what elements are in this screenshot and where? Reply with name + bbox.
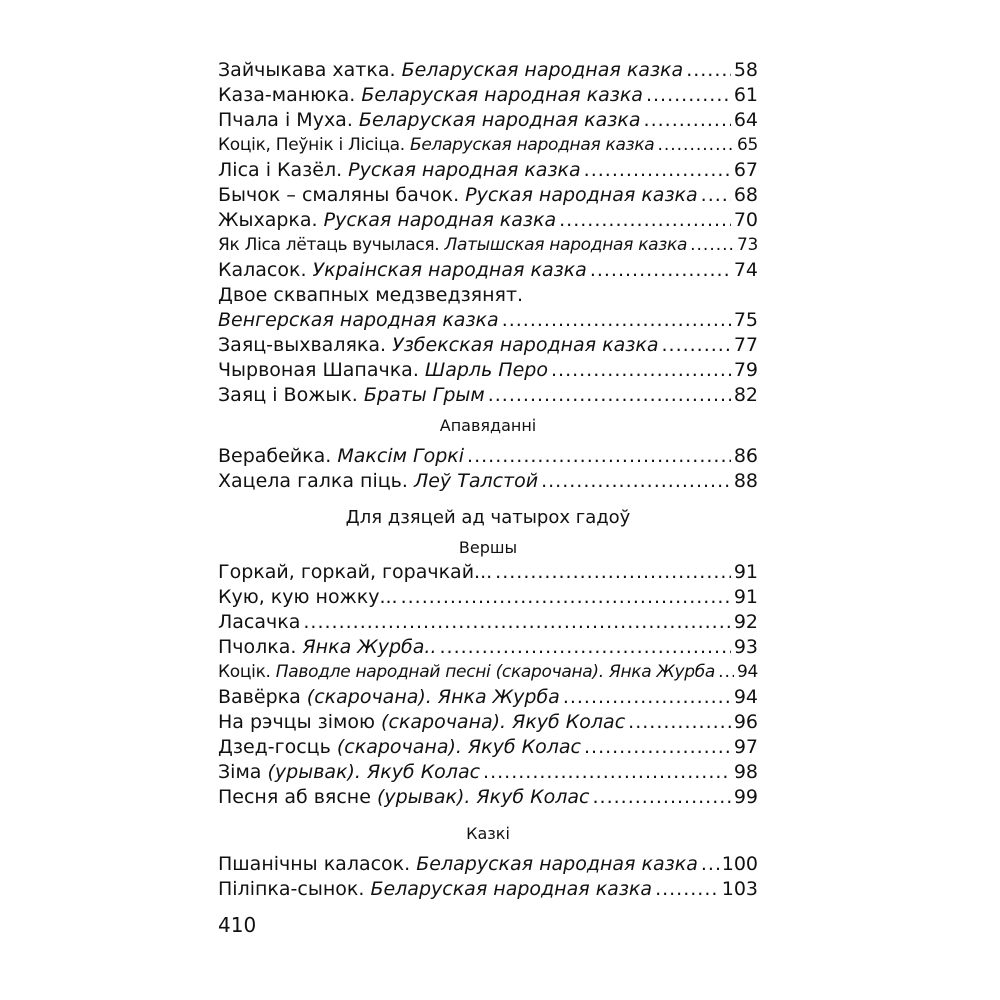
toc-entry	[218, 610, 758, 635]
leader-dots	[563, 685, 731, 710]
entry-title: Пчолка. Янка Журба..	[218, 636, 437, 658]
entry-title: Каза-манюка. Беларуская народная казка	[218, 84, 643, 106]
toc-entry	[218, 585, 758, 610]
entry-title: Кую, кую ножку...	[218, 586, 398, 608]
toc-entry	[218, 877, 758, 902]
toc-entry	[218, 333, 758, 358]
entry-title: Вавёрка (скарочана). Янка Журба	[218, 686, 560, 708]
entry-page: 58	[733, 59, 758, 81]
entry-page: 88	[733, 470, 758, 492]
toc-entry	[218, 183, 758, 208]
entry-title: Зіма (урывак). Якуб Колас	[218, 761, 481, 783]
entry-page: 97	[733, 736, 758, 758]
leader-dots	[644, 108, 731, 133]
entry-title: На рэчцы зімою (скарочана). Якуб Колас	[218, 711, 626, 733]
leader-dots	[584, 735, 731, 760]
toc-entry	[218, 560, 758, 585]
toc-entry	[218, 760, 758, 785]
entry-page: 98	[733, 761, 758, 783]
entry-title: Каласок. Украінская народная казка	[218, 259, 587, 281]
table-of-contents	[218, 58, 758, 902]
leader-dots	[657, 133, 734, 158]
toc-entry	[218, 383, 758, 408]
toc-entry	[218, 233, 758, 258]
toc-entry	[218, 785, 758, 810]
leader-dots	[590, 258, 731, 283]
entry-title: Заяц і Вожык. Браты Грым	[218, 384, 485, 406]
toc-entry	[218, 358, 758, 383]
entry-page: 75	[733, 309, 758, 331]
leader-dots	[584, 158, 731, 183]
entry-title: Коцік, Пеўнік і Лісіца. Беларуская народная казка	[218, 135, 655, 155]
entry-title: Хацела галка піць. Леў Талстой	[218, 470, 539, 492]
entry-page: 100	[721, 853, 758, 875]
entry-page: 70	[733, 209, 758, 231]
entry-page: 103	[721, 878, 758, 900]
toc-entry	[218, 685, 758, 710]
toc-entry	[218, 660, 758, 685]
entry-page: 61	[733, 84, 758, 106]
entry-title: Коцік. Паводле народнай песні (скарочана). Янка Журба	[218, 662, 716, 682]
entry-page: 67	[733, 159, 758, 181]
toc-entry	[218, 108, 758, 133]
toc-entry	[218, 635, 758, 660]
entry-page: 82	[733, 384, 758, 406]
leader-dots	[439, 635, 730, 660]
entry-title: Венгерская народная казка	[218, 309, 499, 331]
entry-page: 86	[733, 445, 758, 467]
entry-title: Дзед-госць (скарочана). Якуб Колас	[218, 736, 581, 758]
toc-group-stories	[218, 444, 758, 494]
toc-entry	[218, 710, 758, 735]
toc-entry	[218, 83, 758, 108]
leader-dots	[701, 852, 719, 877]
toc-entry	[218, 308, 758, 333]
section-heading: Апавяданні	[439, 416, 537, 435]
leader-dots	[593, 785, 731, 810]
toc-group-tales-2	[218, 852, 758, 902]
entry-page: 96	[733, 711, 758, 733]
leader-dots	[483, 760, 731, 785]
leader-dots	[488, 383, 731, 408]
entry-title: Песня аб вясне (урывак). Якуб Колас	[218, 786, 590, 808]
toc-entry	[218, 58, 758, 83]
entry-page: 74	[733, 259, 758, 281]
entry-title: Піліпка-сынок. Беларуская народная казка	[218, 878, 653, 900]
leader-dots	[690, 233, 734, 258]
section-heading: Казкі	[466, 824, 510, 843]
entry-page: 92	[733, 611, 758, 633]
entry-title: Верабейка. Максім Горкі	[218, 445, 465, 467]
leader-dots	[628, 710, 731, 735]
leader-dots	[303, 610, 730, 635]
toc-entry-title-line	[218, 283, 758, 308]
entry-page: 73	[736, 235, 758, 255]
entry-page: 94	[733, 686, 758, 708]
entry-title: Пчала і Муха. Беларуская народная казка	[218, 109, 641, 131]
leader-dots	[467, 444, 731, 469]
leader-dots	[401, 585, 731, 610]
entry-title: Ласачка	[218, 611, 301, 633]
leader-dots	[551, 358, 731, 383]
chapter-heading: Для дзяцей ад чатырох гадоў	[345, 507, 631, 528]
entry-title: Пшанічны каласок. Беларуская народная казка	[218, 853, 698, 875]
entry-title: Ліса і Казёл. Руская народная казка	[218, 159, 581, 181]
leader-dots	[686, 58, 731, 83]
toc-group-poems	[218, 560, 758, 810]
entry-page: 99	[733, 786, 758, 808]
entry-page: 91	[733, 561, 758, 583]
leader-dots	[646, 83, 731, 108]
toc-entry	[218, 735, 758, 760]
page-number: 410	[218, 913, 257, 937]
leader-dots	[661, 333, 730, 358]
entry-title: Як Ліса лётаць вучылася. Латышская народная казка	[218, 235, 688, 255]
section-heading: Вершы	[458, 538, 518, 557]
leader-dots	[502, 308, 731, 333]
entry-title: Заяц-выхваляка. Узбекская народная казка	[218, 334, 659, 356]
toc-entry	[218, 208, 758, 233]
leader-dots	[541, 469, 731, 494]
toc-entry	[218, 469, 758, 494]
entry-title: Бычок – смаляны бачок. Руская народная казка	[218, 184, 698, 206]
entry-title: Горкай, горкай, горачкай...	[218, 561, 493, 583]
toc-entry	[218, 444, 758, 469]
leader-dots	[559, 208, 731, 233]
toc-entry	[218, 258, 758, 283]
entry-page: 77	[733, 334, 758, 356]
leader-dots	[718, 660, 734, 685]
leader-dots	[495, 560, 731, 585]
entry-page: 65	[736, 135, 758, 155]
entry-title: Жыхарка. Руская народная казка	[218, 209, 557, 231]
entry-page: 91	[733, 586, 758, 608]
entry-title: Зайчыкава хатка. Беларуская народная казка	[218, 59, 684, 81]
toc-entry	[218, 158, 758, 183]
entry-page: 68	[733, 184, 758, 206]
entry-page: 64	[733, 109, 758, 131]
toc-entry	[218, 133, 758, 158]
toc-group-tales	[218, 58, 758, 408]
entry-page: 79	[733, 359, 758, 381]
entry-title: Чырвоная Шапачка. Шарль Перо	[218, 359, 548, 381]
toc-entry	[218, 852, 758, 877]
entry-title: Двое сквапных медзведзянят.	[218, 284, 524, 306]
entry-page: 93	[733, 636, 758, 658]
leader-dots	[655, 877, 719, 902]
leader-dots	[701, 183, 731, 208]
entry-page: 94	[736, 662, 758, 682]
